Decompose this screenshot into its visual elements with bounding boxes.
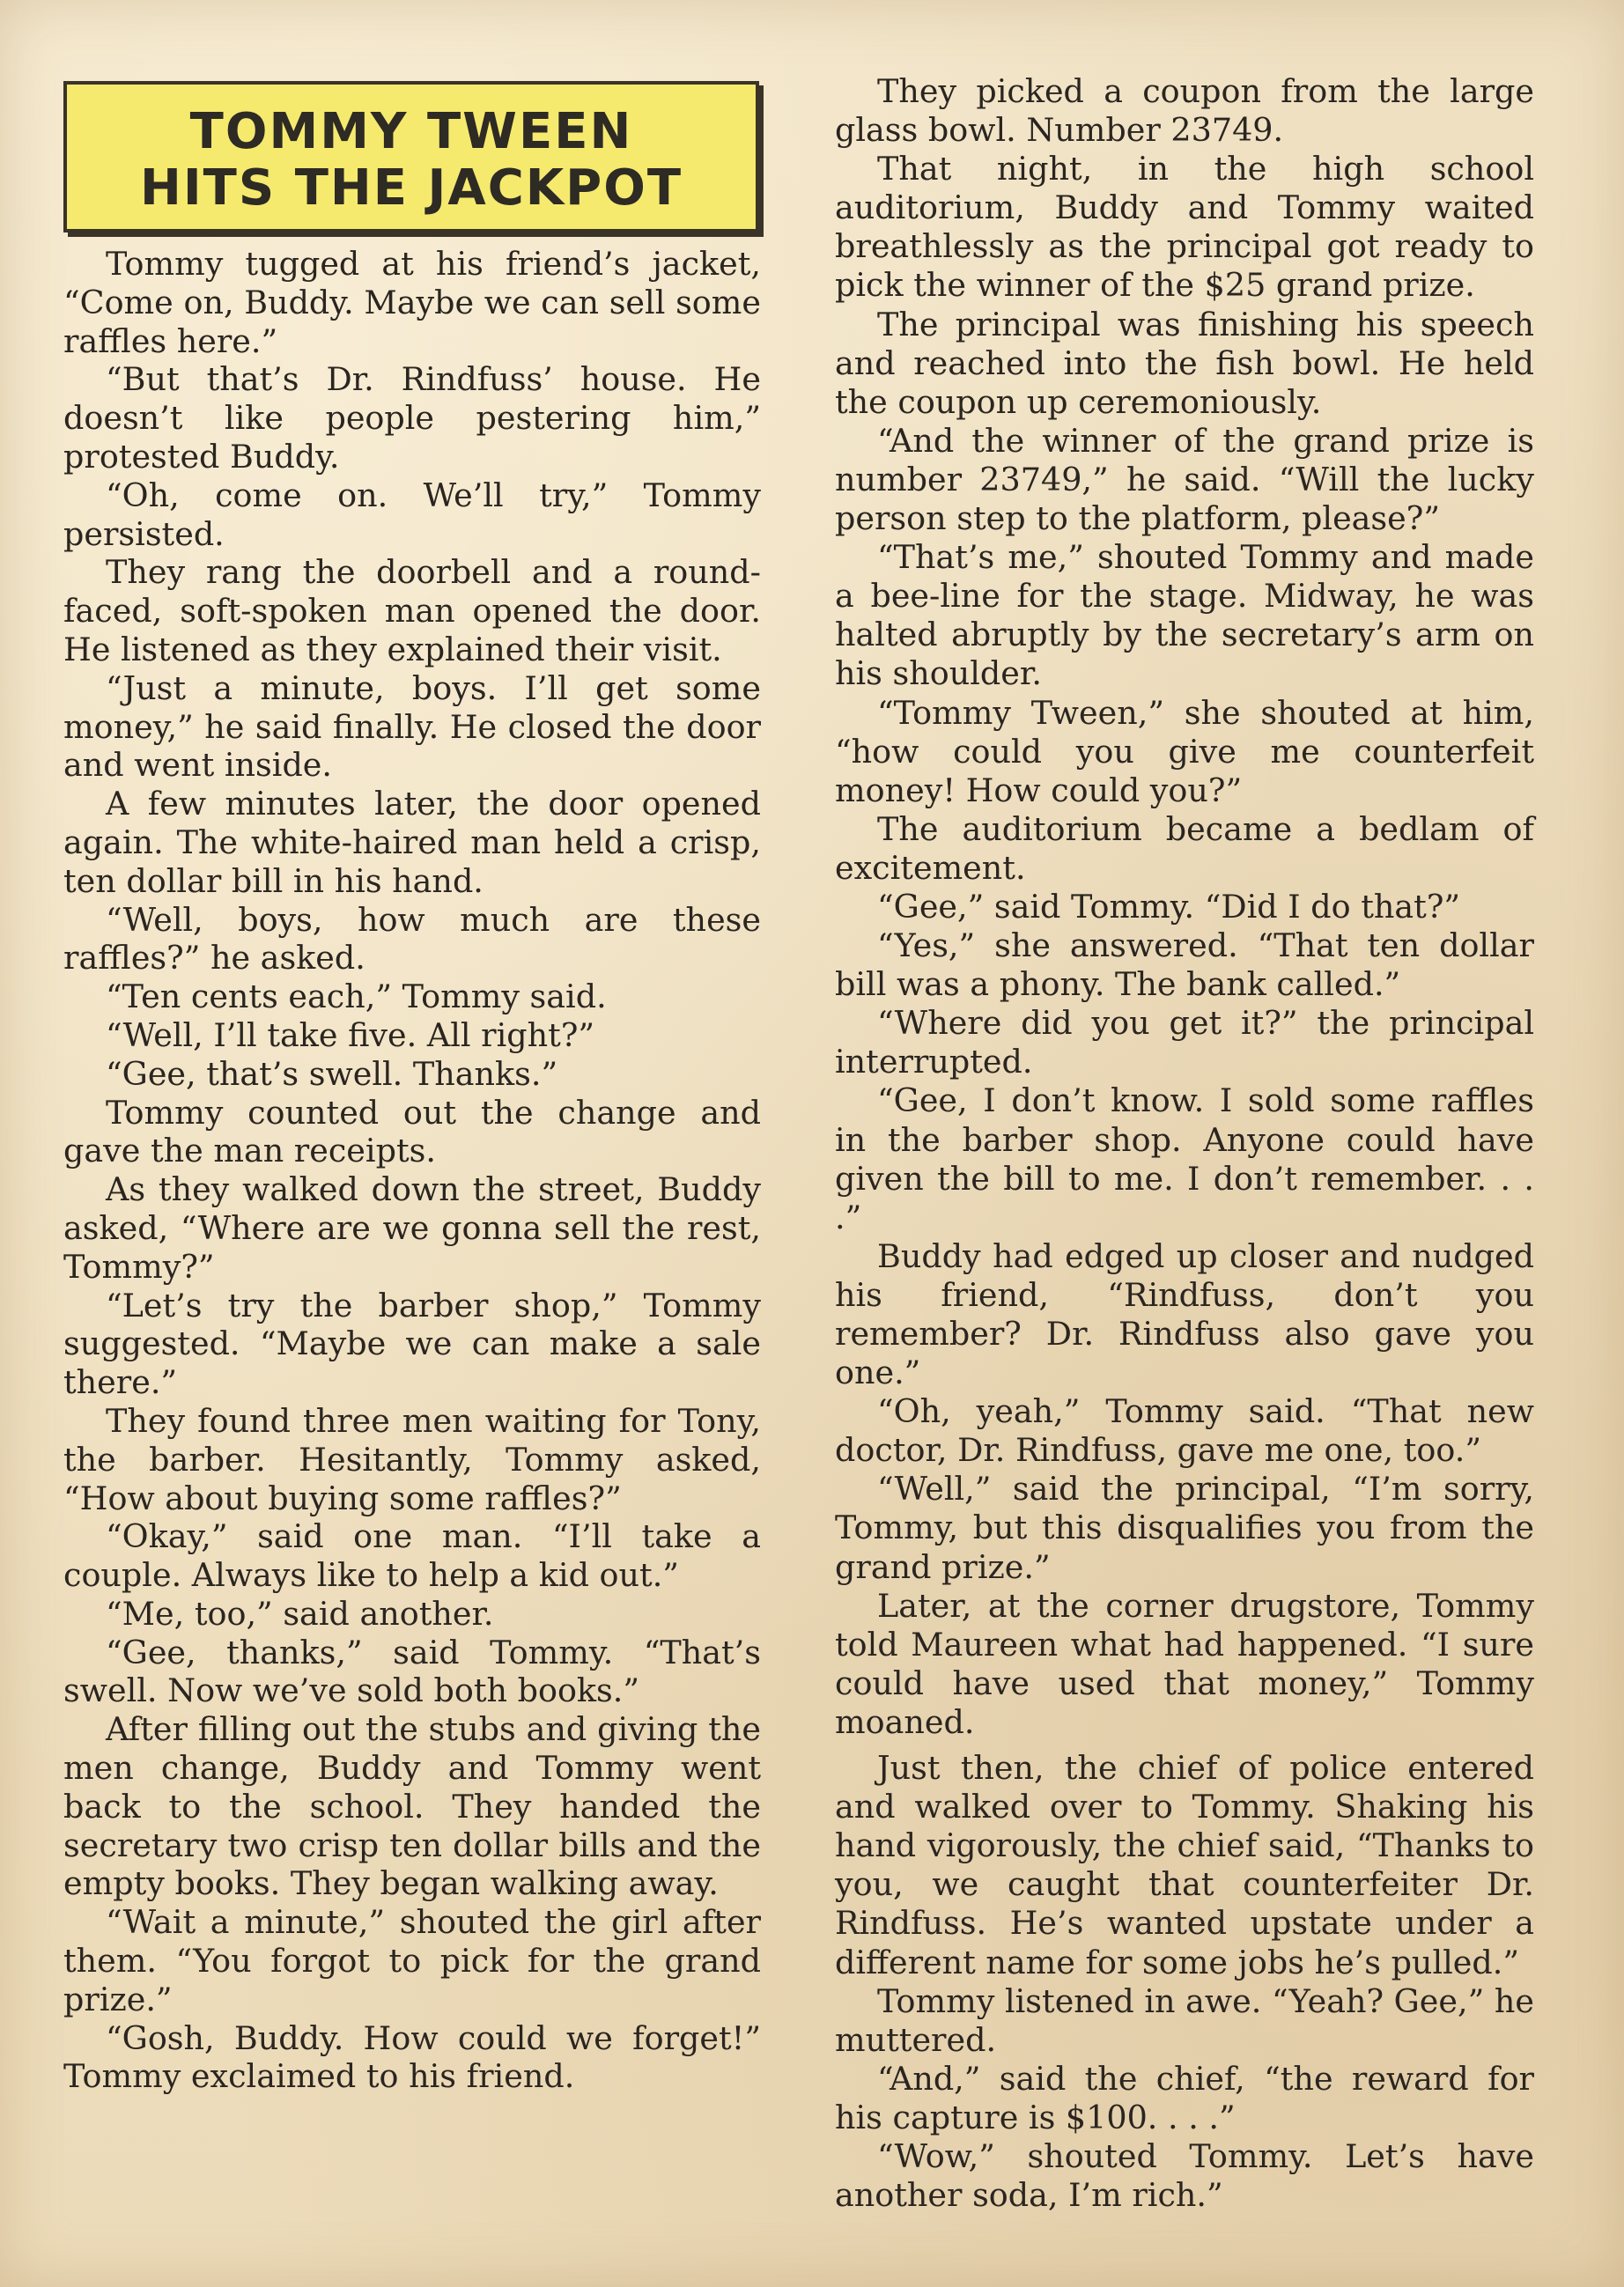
paragraph: “Yes,” she answered. “That ten dollar bill was a phony. The bank called.” bbox=[835, 926, 1534, 1004]
paragraph: That night, in the high school auditorium, Buddy and Tommy waited breathlessly as the principal got ready to pick the winner of the $25 grand prize. bbox=[835, 150, 1534, 305]
paragraph-gap bbox=[835, 1742, 1534, 1749]
paragraph: “Gee, thanks,” said Tommy. “That’s swell. Now we’ve sold both books.” bbox=[63, 1633, 761, 1710]
paragraph: As they walked down the street, Buddy asked, “Where are we gonna sell the rest, Tommy?” bbox=[63, 1170, 761, 1286]
paragraph: “But that’s Dr. Rindfuss’ house. He doesn’t like people pestering him,” protested Buddy. bbox=[63, 360, 761, 476]
paragraph: “Let’s try the barber shop,” Tommy suggested. “Maybe we can make a sale there.” bbox=[63, 1286, 761, 1402]
paragraph: “And the winner of the grand prize is number 23749,” he said. “Will the lucky person step to the platform, please?” bbox=[835, 421, 1534, 538]
paragraph: “Me, too,” said another. bbox=[106, 1594, 494, 1633]
paragraph: “Gee,” said Tommy. “Did I do that?” bbox=[877, 887, 1461, 926]
paragraph: “That’s me,” shouted Tommy and made a bee-line for the stage. Midway, he was halted abruptly by the secretary’s arm on his shoulder. bbox=[835, 538, 1534, 693]
paragraph: “Just a minute, boys. I’ll get some money,” he said finally. He closed the door and went inside. bbox=[63, 668, 761, 785]
paragraph: “Oh, come on. We’ll try,” Tommy persisted. bbox=[63, 476, 761, 553]
paragraph: Tommy counted out the change and gave the man receipts. bbox=[63, 1093, 761, 1170]
paragraph: Tommy listened in awe. “Yeah? Gee,” he muttered. bbox=[835, 1981, 1534, 2059]
paragraph: “Well, I’ll take five. All right?” bbox=[106, 1015, 595, 1054]
paragraph: “Gosh, Buddy. How could we forget!” Tommy exclaimed to his friend. bbox=[63, 2018, 761, 2096]
paragraph: Just then, the chief of police entered and walked over to Tommy. Shaking his hand vigorously, the chief said, “Thanks to you, we caught that counterfeiter Dr. Rindfuss. He’s wanted upstate under a different name for some jobs he’s pulled.” bbox=[835, 1749, 1534, 1981]
right-column-text bbox=[835, 72, 1534, 2215]
paragraph: “Tommy Tween,” she shouted at him, “how could you give me counterfeit money! How could you?” bbox=[835, 693, 1534, 809]
paragraph: They picked a coupon from the large glass bowl. Number 23749. bbox=[835, 72, 1534, 150]
paragraph: “Gee, that’s swell. Thanks.” bbox=[106, 1054, 558, 1093]
paragraph: Tommy tugged at his friend’s jacket, “Come on, Buddy. Maybe we can sell some raffles here.” bbox=[63, 245, 761, 360]
story-title-box bbox=[63, 81, 759, 232]
paragraph: The auditorium became a bedlam of excitement. bbox=[835, 809, 1534, 887]
paragraph: “Well,” said the principal, “I’m sorry, Tommy, but this disqualifies you from the grand prize.” bbox=[835, 1470, 1534, 1586]
left-column bbox=[63, 81, 761, 2096]
paragraph: They rang the doorbell and a round-faced, soft-spoken man opened the door. He listened as they explained their visit. bbox=[63, 553, 761, 668]
paragraph: “Ten cents each,” Tommy said. bbox=[106, 978, 607, 1016]
paragraph: “Well, boys, how much are these raffles?” he asked. bbox=[63, 900, 761, 978]
paragraph: “Wow,” shouted Tommy. Let’s have another soda, I’m rich.” bbox=[835, 2136, 1534, 2215]
right-column bbox=[835, 72, 1534, 2215]
paragraph: Later, at the corner drugstore, Tommy told Maureen what had happened. “I sure could have used that money,” Tommy moaned. bbox=[835, 1586, 1534, 1741]
paragraph: “Gee, I don’t know. I sold some raffles in the barber shop. Anyone could have given the bill to me. I don’t remember. . . .” bbox=[835, 1081, 1534, 1236]
paragraph: The principal was finishing his speech and reached into the fish bowl. He held the coupon up ceremoniously. bbox=[835, 305, 1534, 421]
story-title-line-1: TOMMY TWEEN bbox=[189, 103, 633, 160]
paragraph: “Where did you get it?” the principal interrupted. bbox=[835, 1004, 1534, 1081]
paragraph: A few minutes later, the door opened again. The white-haired man held a crisp, ten dollar bill in his hand. bbox=[63, 785, 761, 900]
left-column-text bbox=[63, 245, 761, 2096]
paragraph: They found three men waiting for Tony, the barber. Hesitantly, Tommy asked, “How about buying some raffles?” bbox=[63, 1401, 761, 1517]
paragraph: “Wait a minute,” shouted the girl after them. “You forgot to pick for the grand prize.” bbox=[63, 1903, 761, 2018]
paragraph: “And,” said the chief, “the reward for his capture is $100. . . .” bbox=[835, 2059, 1534, 2136]
story-title-line-2: HITS THE JACKPOT bbox=[139, 159, 683, 217]
paragraph: “Okay,” said one man. “I’ll take a couple. Always like to help a kid out.” bbox=[63, 1517, 761, 1595]
paragraph: “Oh, yeah,” Tommy said. “That new doctor, Dr. Rindfuss, gave me one, too.” bbox=[835, 1392, 1534, 1470]
paragraph: After filling out the stubs and giving the men change, Buddy and Tommy went back to the school. They handed the secretary two crisp ten dollar bills and the empty books. They began walking away. bbox=[63, 1710, 761, 1903]
paragraph: Buddy had edged up closer and nudged his friend, “Rindfuss, don’t you remember? Dr. Rindfuss also gave you one.” bbox=[835, 1236, 1534, 1392]
